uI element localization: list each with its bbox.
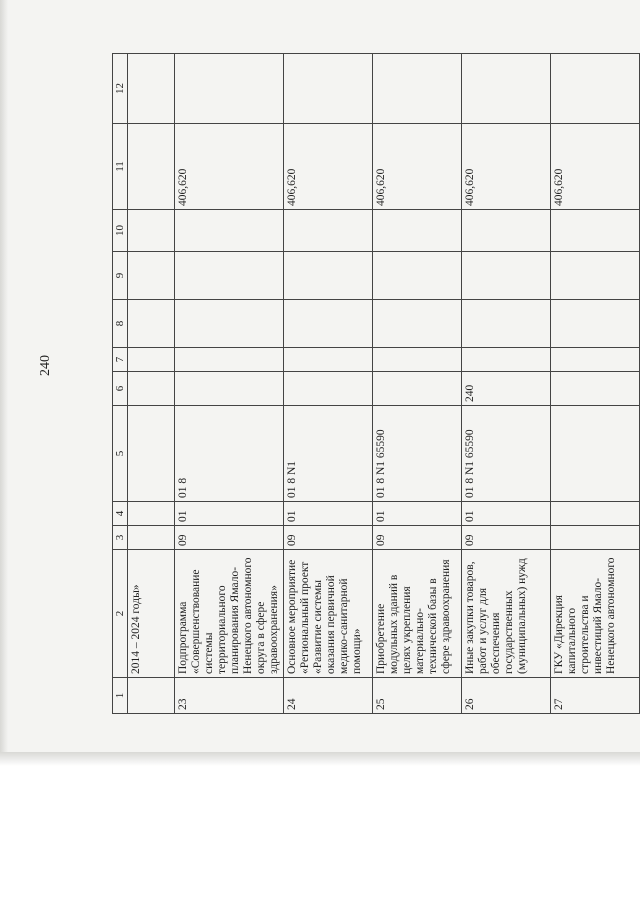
header-cell: 6 [113, 372, 128, 406]
row-number: 24 [284, 678, 373, 714]
cell-c12 [175, 54, 284, 124]
cell-c8 [462, 300, 551, 348]
cell-c4: 01 [284, 502, 373, 526]
cell-c12 [128, 54, 175, 124]
header-cell: 8 [113, 300, 128, 348]
cell-c12 [462, 54, 551, 124]
rotated-table-container [112, 54, 617, 714]
cell-c3: 09 [284, 526, 373, 550]
cell-c8 [284, 300, 373, 348]
header-cell: 2 [113, 550, 128, 678]
table-row [373, 54, 462, 714]
cell-c10 [284, 210, 373, 252]
header-cell: 12 [113, 54, 128, 124]
cell-c11: 406,620 [284, 124, 373, 210]
row-name: Основное мероприятие «Региональный проект «Развитие системы оказания первичной медико-санитарной помощи» [284, 550, 373, 678]
cell-c5: 01 8 N1 65590 [373, 406, 462, 502]
cell-c6 [128, 372, 175, 406]
cell-c12 [551, 54, 640, 124]
page-number: 240 [38, 355, 53, 376]
cell-c11: 406,620 [551, 124, 640, 210]
row-number [128, 678, 175, 714]
cell-c8 [175, 300, 284, 348]
cell-c4 [128, 502, 175, 526]
header-row [113, 54, 128, 714]
cell-c7 [373, 348, 462, 372]
cell-c3 [128, 526, 175, 550]
cell-c7 [284, 348, 373, 372]
row-name: ГКУ «Дирекция капитального строительства и инвестиций Ямало-Ненецкого автономного [551, 550, 640, 678]
cell-c5: 01 8 N1 65590 [462, 406, 551, 502]
cell-c10 [462, 210, 551, 252]
scan-bottom-shadow [0, 752, 640, 766]
cell-c5: 01 8 [175, 406, 284, 502]
budget-table [112, 53, 640, 714]
scan-left-edge [0, 0, 8, 762]
cell-c6 [175, 372, 284, 406]
cell-c4: 01 [462, 502, 551, 526]
cell-c6 [373, 372, 462, 406]
cell-c9 [128, 252, 175, 300]
cell-c11: 406,620 [175, 124, 284, 210]
cell-c5 [128, 406, 175, 502]
cell-c8 [128, 300, 175, 348]
header-cell: 7 [113, 348, 128, 372]
table-row [284, 54, 373, 714]
cell-c8 [551, 300, 640, 348]
cell-c10 [128, 210, 175, 252]
row-name: Иные закупки товаров, работ и услуг для обеспечения государственных (муниципальных) нужд [462, 550, 551, 678]
cell-c10 [551, 210, 640, 252]
row-number: 27 [551, 678, 640, 714]
cell-c9 [551, 252, 640, 300]
header-cell: 1 [113, 678, 128, 714]
cell-c5 [551, 406, 640, 502]
cell-c11: 406,620 [462, 124, 551, 210]
cell-c4 [551, 502, 640, 526]
cell-c3: 09 [462, 526, 551, 550]
cell-c10 [175, 210, 284, 252]
cell-c12 [373, 54, 462, 124]
row-number: 25 [373, 678, 462, 714]
row-number: 26 [462, 678, 551, 714]
cell-c5: 01 8 N1 [284, 406, 373, 502]
cell-c4: 01 [175, 502, 284, 526]
header-cell: 5 [113, 406, 128, 502]
cell-c9 [175, 252, 284, 300]
cell-c6 [284, 372, 373, 406]
cell-c7 [175, 348, 284, 372]
cell-c9 [284, 252, 373, 300]
table-row [462, 54, 551, 714]
cell-c9 [373, 252, 462, 300]
header-cell: 10 [113, 210, 128, 252]
cell-c3: 09 [175, 526, 284, 550]
cell-c12 [284, 54, 373, 124]
cell-c7 [551, 348, 640, 372]
header-cell: 4 [113, 502, 128, 526]
cell-c10 [373, 210, 462, 252]
cell-c3: 09 [373, 526, 462, 550]
row-name: 2014 – 2024 годы» [128, 550, 175, 678]
cell-c11: 406,620 [373, 124, 462, 210]
table-row [175, 54, 284, 714]
cell-c7 [462, 348, 551, 372]
header-cell: 9 [113, 252, 128, 300]
row-name: Подпрограмма «Совершенствование системы территориального планирования Ямало-Ненецкого автономного округа в сфере здравоохранения» [175, 550, 284, 678]
table-row [551, 54, 640, 714]
cell-c8 [373, 300, 462, 348]
header-cell: 3 [113, 526, 128, 550]
cell-c4: 01 [373, 502, 462, 526]
cell-c3 [551, 526, 640, 550]
cell-c11 [128, 124, 175, 210]
header-cell: 11 [113, 124, 128, 210]
table-row [128, 54, 175, 714]
cell-c9 [462, 252, 551, 300]
row-name: Приобретение модульных зданий в целях укрепления материально-технической базы в сфере здравоохранения [373, 550, 462, 678]
cell-c6 [551, 372, 640, 406]
cell-c6: 240 [462, 372, 551, 406]
cell-c7 [128, 348, 175, 372]
row-number: 23 [175, 678, 284, 714]
